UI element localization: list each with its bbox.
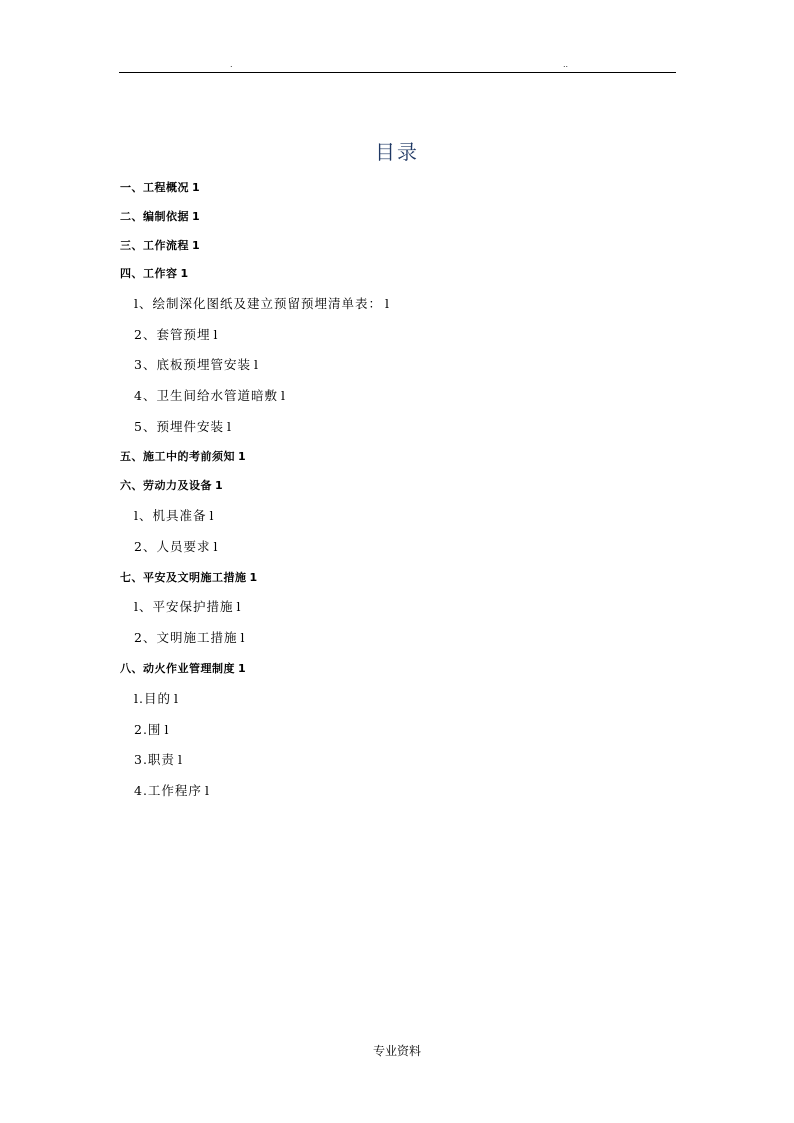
toc-entry-8-3[interactable] (134, 752, 183, 768)
toc-entry-text: 六、劳动力及设备 (120, 479, 212, 492)
toc-entry-page: 1 (238, 662, 247, 675)
toc-entry-4-4[interactable] (134, 388, 286, 404)
toc-entry-text: 5、预埋件安装 (134, 419, 224, 434)
toc-entry-page: 1 (180, 267, 189, 280)
toc-entry-4-1[interactable] (134, 296, 390, 312)
toc-entry-text: 四、工作容 (120, 267, 178, 280)
toc-entry-text: 3、底板预埋管安装 (134, 357, 251, 372)
toc-entry-page: l (209, 508, 215, 523)
toc-entry-4-2[interactable] (134, 327, 218, 343)
toc-entry-text: 一、工程概况 (120, 181, 189, 194)
toc-entry-4[interactable] (120, 266, 189, 282)
toc-entry-page: l (385, 296, 390, 311)
toc-entry-page: 1 (249, 571, 258, 584)
toc-entry-8-4[interactable] (134, 783, 210, 799)
toc-entry-text: 二、编制依据 (120, 210, 189, 223)
toc-entry-text: 三、工作流程 (120, 239, 189, 252)
toc-entry-8[interactable] (120, 661, 246, 677)
toc-entry-page: l (213, 327, 219, 342)
toc-entry-1[interactable] (120, 180, 200, 196)
toc-entry-7-2[interactable] (134, 630, 245, 646)
header-rule (119, 72, 676, 73)
toc-entry-page: l (164, 722, 170, 737)
toc-entry-page: l (204, 783, 210, 798)
toc-entry-page: l (226, 419, 232, 434)
toc-entry-page: l (236, 599, 242, 614)
toc-entry-8-2[interactable] (134, 722, 169, 738)
toc-entry-8-1[interactable] (134, 691, 179, 707)
toc-entry-text: 七、平安及文明施工措施 (120, 571, 247, 584)
toc-entry-text: 4.工作程序 (134, 783, 202, 798)
toc-entry-page: 1 (192, 181, 201, 194)
toc-entry-4-5[interactable] (134, 419, 232, 435)
toc-entry-text: 2、文明施工措施 (134, 630, 238, 645)
toc-entry-3[interactable] (120, 238, 200, 254)
toc-entry-page: l (177, 752, 183, 767)
toc-entry-6-1[interactable] (134, 508, 215, 524)
toc-entry-text: 2.围 (134, 722, 162, 737)
toc-entry-7-1[interactable] (134, 599, 242, 615)
header-right-mark: .. (563, 60, 569, 69)
toc-entry-text: 五、施工中的考前须知 (120, 450, 235, 463)
toc-entry-4-3[interactable] (134, 357, 259, 373)
toc-title: 目录 (375, 140, 419, 164)
toc-entry-page: 1 (192, 239, 201, 252)
toc-entry-text: 4、卫生间给水管道暗敷 (134, 388, 278, 403)
toc-entry-text: l.目的 (134, 691, 171, 706)
toc-entry-page: l (173, 691, 179, 706)
toc-entry-text: l、平安保护措施 (134, 599, 234, 614)
toc-entry-page: l (253, 357, 259, 372)
toc-entry-page: 1 (238, 450, 247, 463)
toc-entry-text: l、机具准备 (134, 508, 207, 523)
toc-entry-6-2[interactable] (134, 539, 218, 555)
toc-entry-text: 2、套管预埋 (134, 327, 211, 342)
toc-entry-page: l (213, 539, 219, 554)
toc-entry-7[interactable] (120, 570, 258, 586)
toc-entry-page: 1 (215, 479, 224, 492)
toc-entry-5[interactable] (120, 449, 246, 465)
toc-entry-text: 2、人员要求 (134, 539, 211, 554)
toc-entry-6[interactable] (120, 478, 223, 494)
toc-entry-page: l (240, 630, 246, 645)
footer-text: 专业资料 (372, 1044, 421, 1058)
toc-entry-text: 八、动火作业管理制度 (120, 662, 235, 675)
toc-entry-text: l、绘制深化图纸及建立预留预埋清单表： (134, 296, 382, 311)
toc-entry-2[interactable] (120, 209, 200, 225)
header-left-mark: . (230, 60, 233, 69)
toc-entry-page: l (280, 388, 286, 403)
toc-entry-page: 1 (192, 210, 201, 223)
toc-entry-text: 3.职责 (134, 752, 175, 767)
